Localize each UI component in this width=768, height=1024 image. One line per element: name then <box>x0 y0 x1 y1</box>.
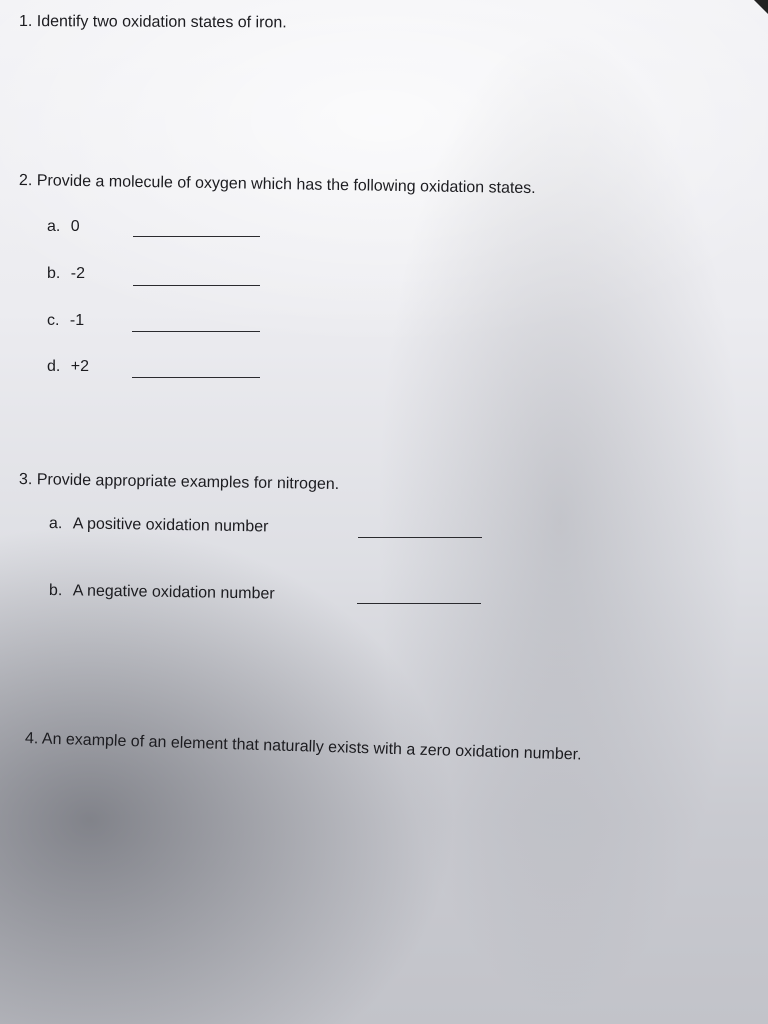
answer-blank-q3a[interactable] <box>358 537 482 538</box>
question-3-number: 3. <box>18 471 33 489</box>
question-2-item-b <box>47 265 85 283</box>
question-4-number: 4. <box>24 730 39 748</box>
answer-blank-q2d[interactable] <box>132 377 260 378</box>
item-label: b. <box>47 265 61 282</box>
item-value: 0 <box>70 218 80 235</box>
question-2-item-d <box>47 358 89 376</box>
question-2-number: 2. <box>18 172 33 190</box>
question-1-number: 1. <box>18 13 33 31</box>
question-3-item-a <box>49 515 269 536</box>
question-1 <box>19 13 287 32</box>
question-3-text: Provide appropriate examples for nitrogen. <box>36 471 340 494</box>
question-3-item-b <box>49 582 275 604</box>
answer-blank-q2c[interactable] <box>132 331 260 332</box>
item-value: -2 <box>70 265 86 282</box>
item-label: d. <box>47 358 61 375</box>
question-2-text: Provide a molecule of oxygen which has the following oxidation states. <box>36 172 536 198</box>
question-4 <box>25 730 582 765</box>
item-value: -1 <box>69 312 85 329</box>
item-label: a. <box>47 218 61 235</box>
page-corner-shadow <box>754 0 768 14</box>
answer-blank-q2a[interactable] <box>133 236 260 237</box>
answer-blank-q3b[interactable] <box>357 603 481 604</box>
question-1-text: Identify two oxidation states of iron. <box>36 13 287 32</box>
question-2-item-c <box>47 312 84 330</box>
answer-blank-q2b[interactable] <box>133 285 260 286</box>
question-4-text: An example of an element that naturally exists with a zero oxidation number. <box>41 730 582 764</box>
question-2 <box>19 172 536 198</box>
question-2-item-a <box>47 218 80 236</box>
item-value: +2 <box>70 358 90 375</box>
item-value: A positive oxidation number <box>72 515 269 536</box>
item-label: a. <box>48 515 63 533</box>
item-value: A negative oxidation number <box>72 582 275 603</box>
item-label: c. <box>47 312 60 329</box>
question-3 <box>19 471 339 494</box>
item-label: b. <box>48 582 63 600</box>
